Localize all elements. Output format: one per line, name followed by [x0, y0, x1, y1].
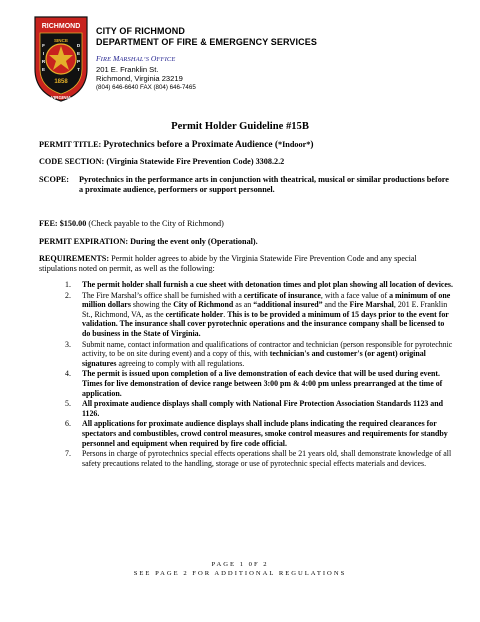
- text-run: Fire Marshal: [349, 300, 394, 310]
- list-item-text: Persons in charge of pyrotechnics special effects operations shall be 21 years old, shall demonstrate knowledge of all safety precautions related to the handling, storage or use of pyrotechnic special effects materials and devices.: [82, 449, 452, 468]
- list-item-number: 6.: [65, 419, 71, 429]
- seal-right-letter: T: [77, 67, 80, 72]
- text-run: as an: [233, 300, 254, 310]
- office-name-part: F: [96, 54, 101, 63]
- text-run: City of Richmond: [173, 300, 234, 310]
- requirements-intro: [39, 254, 449, 274]
- list-item-number: 2.: [65, 290, 71, 300]
- list-item-text: All proximate audience displays shall comply with National Fire Protection Association Standards 1123 and 1126.: [82, 399, 444, 418]
- code-section-label: CODE SECTION:: [39, 157, 105, 166]
- office-name-part: IRE: [100, 56, 113, 63]
- list-item: [65, 340, 453, 369]
- seal-top-text: RICHMOND: [41, 23, 81, 30]
- office-name-part: ARSHAL: [119, 56, 144, 63]
- scope-value: Pyrotechnics in the performance arts in conjunction with theatrical, musical or similar productions before a proximate audience, performers or support personnel.: [79, 175, 449, 194]
- text-run: a minimum of one million dollars: [82, 290, 451, 310]
- text-run: technician's and customer's (or agent) original signatures: [82, 349, 426, 368]
- list-item: [65, 419, 453, 448]
- permit-title-paren: ): [310, 140, 314, 150]
- document-title: Permit Holder Guideline #15B: [171, 121, 309, 132]
- text-run: This is to be provided a minimum of 15 days prior to the event for validation. The insurance shall cover pyrotechnic operations and the insurance company shall be licensed to do business in the State of Virginia.: [82, 309, 449, 338]
- text-run: Submit name, contact information and qualifications of contractor and technician (person responsible for pyrotechnic activity, to be on site during event) and a copy of this, with: [82, 339, 453, 359]
- list-item-text: The permit holder shall furnish a cue sheet with detonation times and plot plan showing all location of devices.: [82, 280, 453, 289]
- department-name: DEPARTMENT OF FIRE & EMERGENCY SERVICES: [96, 37, 317, 47]
- permit-expiration: PERMIT EXPIRATION: During the event only (Operational).: [39, 237, 258, 246]
- list-item-text: [82, 291, 453, 339]
- office-name-part: FFICE: [156, 56, 176, 63]
- seal-right-letter: E: [76, 51, 81, 56]
- city-name: CITY OF RICHMOND: [96, 26, 185, 36]
- list-item-text: All applications for proximate audience displays shall include plans indicating the required clearances for spectators and combustibles, crowd control measures, smoke control measures and requirements for standby personnel and equipment when required by fire code official.: [82, 419, 448, 448]
- seal-left-letter: F: [42, 43, 45, 48]
- list-item: [65, 369, 453, 398]
- code-section-line: [39, 157, 449, 167]
- text-run: , with a face value of: [320, 290, 390, 300]
- phone-fax: (804) 646-6640 FAX (804) 646-7465: [96, 83, 196, 91]
- seal-right-letter: P: [76, 59, 81, 64]
- office-name-part: ’S: [143, 56, 151, 63]
- list-item-number: 7.: [65, 449, 71, 459]
- text-run: , 201 E. Franklin St., Richmond, VA, as the: [82, 300, 448, 319]
- list-item-number: 1.: [65, 280, 71, 289]
- fire-department-seal: [31, 13, 91, 103]
- permit-title-value: Pyrotechnics before a Proximate Audience: [103, 140, 273, 150]
- list-item-number: 3.: [65, 339, 71, 349]
- office-name: [96, 54, 456, 65]
- continuation-note: SEE PAGE 2 FOR ADDITIONAL REGULATIONS: [133, 570, 347, 577]
- permit-title-indoor: *Indoor*: [278, 140, 311, 149]
- seal-left-letter: I: [42, 51, 45, 56]
- permit-title-paren: (: [272, 140, 279, 150]
- text-run: showing the: [130, 300, 174, 310]
- seal-left-letter: R: [41, 59, 46, 64]
- fee-value: (Check payable to the City of Richmond): [86, 219, 224, 228]
- list-item-number: 4.: [65, 369, 71, 379]
- seal-year-text: 1858: [54, 79, 68, 85]
- street-address: 201 E. Franklin St.: [96, 65, 159, 74]
- seal-right-letter: D: [76, 43, 81, 48]
- city-state-zip: Richmond, Virginia 23219: [96, 74, 183, 84]
- list-item-text: [82, 340, 453, 369]
- code-section-value: (Virginia Statewide Fire Prevention Code) 3308.2.2: [104, 157, 285, 166]
- text-run: agreeing to comply with all regulations.: [116, 358, 245, 368]
- requirements-list: [65, 280, 453, 469]
- office-name-part: O: [150, 54, 157, 63]
- text-run: and the: [322, 300, 350, 310]
- fee-label: FEE: $150.00: [39, 219, 87, 228]
- list-item: [65, 449, 453, 468]
- list-item: [65, 399, 453, 418]
- requirements-intro-text: Permit holder agrees to abide by the Virginia Statewide Fire Prevention Code and any special stipulations noted on permit, as well as the following:: [39, 254, 417, 273]
- requirements-label: REQUIREMENTS:: [39, 254, 110, 263]
- permit-title-line: [39, 140, 449, 150]
- list-item: [65, 280, 453, 290]
- list-item-text: The permit is issued upon completion of a live demonstration of each device that will be used during event. Times for live demonstration of device range between 3:00 pm & 4:00 pm unless prearranged at the time of application.: [82, 369, 443, 398]
- text-run: certificate holder: [165, 309, 224, 319]
- seal-left-letter: E: [41, 67, 46, 72]
- seal-bottom-text: VIRGINIA: [50, 95, 72, 100]
- text-run: “additional insured”: [253, 300, 323, 310]
- text-run: The Fire Marshal’s office shall be furnished with a: [82, 290, 244, 300]
- letterhead: [96, 26, 456, 92]
- fee-line: [39, 219, 449, 229]
- scope-label: SCOPE:: [39, 175, 70, 184]
- page-number: PAGE 1 0F 2: [211, 561, 269, 568]
- seal-since-text: SINCE: [53, 38, 69, 43]
- text-run: certificate of insurance: [243, 290, 321, 300]
- list-item-number: 5.: [65, 399, 71, 409]
- scope-line: [39, 175, 449, 195]
- text-run: .: [223, 309, 228, 319]
- office-name-part: M: [112, 54, 120, 63]
- permit-title-label: PERMIT TITLE:: [39, 140, 102, 149]
- list-item: [65, 291, 453, 339]
